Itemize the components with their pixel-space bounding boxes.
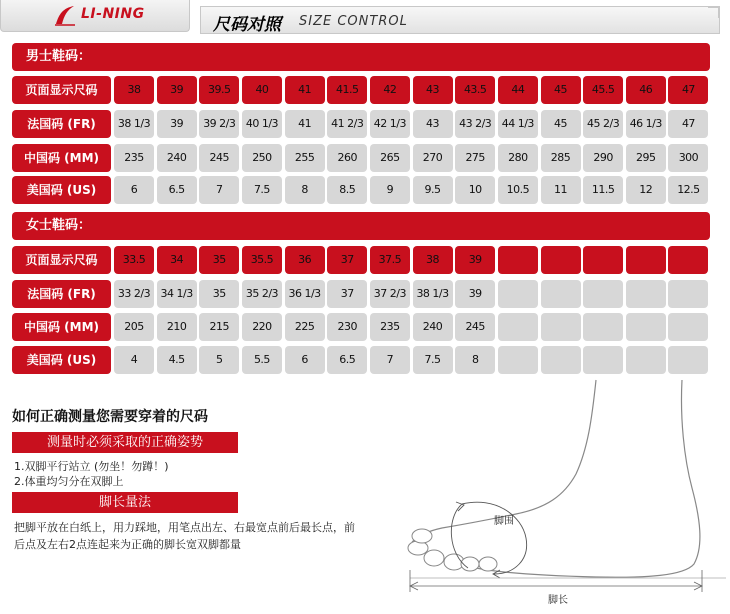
size-row-label: 法国码 (FR) (12, 110, 111, 138)
size-cell: 12 (626, 176, 666, 204)
size-row-label: 法国码 (FR) (12, 280, 111, 308)
size-cell: 43 (413, 76, 453, 104)
size-cell: 11.5 (583, 176, 623, 204)
title-tab (200, 6, 720, 34)
size-row (12, 280, 710, 308)
size-cell: 37 2/3 (370, 280, 410, 308)
instruction-step-2: 2.体重均匀分在双脚上 (14, 475, 124, 488)
size-cell: 39.5 (199, 76, 239, 104)
size-cell: 6 (114, 176, 154, 204)
foot-measurement-illustration (396, 378, 730, 610)
size-cell (498, 246, 538, 274)
size-cell: 255 (285, 144, 325, 172)
size-cell: 35.5 (242, 246, 282, 274)
size-cell: 41 (285, 76, 325, 104)
size-cell: 7.5 (413, 346, 453, 374)
size-cell: 290 (583, 144, 623, 172)
size-cell: 35 2/3 (242, 280, 282, 308)
size-cell: 43 2/3 (455, 110, 495, 138)
size-cell: 40 1/3 (242, 110, 282, 138)
size-cell (626, 313, 666, 341)
size-cell: 39 (157, 76, 197, 104)
brand-logo (0, 0, 190, 32)
size-cell (541, 246, 581, 274)
size-cell (583, 246, 623, 274)
size-cell: 43.5 (455, 76, 495, 104)
size-cell (498, 346, 538, 374)
size-cell: 7 (370, 346, 410, 374)
corner-decoration (708, 6, 720, 18)
size-cell: 40 (242, 76, 282, 104)
method-banner: 脚长量法 (12, 492, 238, 513)
size-cell: 220 (242, 313, 282, 341)
size-cell (668, 346, 708, 374)
size-cell: 34 1/3 (157, 280, 197, 308)
size-cell: 47 (668, 76, 708, 104)
size-cell (498, 280, 538, 308)
size-cell: 12.5 (668, 176, 708, 204)
size-cell: 39 (455, 280, 495, 308)
size-cell: 37 (327, 280, 367, 308)
posture-banner: 测量时必须采取的正确姿势 (12, 432, 238, 453)
size-cell: 260 (327, 144, 367, 172)
size-cell (668, 313, 708, 341)
size-cell (498, 313, 538, 341)
size-cell (668, 246, 708, 274)
size-cell (583, 313, 623, 341)
size-cell: 44 1/3 (498, 110, 538, 138)
size-cell (541, 313, 581, 341)
size-cell: 265 (370, 144, 410, 172)
length-label: 脚长 (548, 595, 568, 606)
size-cell: 44 (498, 76, 538, 104)
size-row (12, 246, 710, 274)
women-section-heading: 女士鞋码： (12, 212, 710, 240)
page-subtitle: SIZE CONTROL (299, 14, 408, 29)
size-cell: 10.5 (498, 176, 538, 204)
size-cell: 4 (114, 346, 154, 374)
page-title: 尺码对照 (213, 15, 281, 35)
size-cell: 285 (541, 144, 581, 172)
size-cell: 250 (242, 144, 282, 172)
size-cell: 6 (285, 346, 325, 374)
size-row (12, 313, 710, 341)
size-cell: 275 (455, 144, 495, 172)
size-cell: 5.5 (242, 346, 282, 374)
size-cell: 215 (199, 313, 239, 341)
size-cell: 6.5 (327, 346, 367, 374)
instruction-step-1: 1.双脚平行站立 (勿坐！勿蹲！) (14, 460, 169, 473)
size-cell: 37.5 (370, 246, 410, 274)
size-cell: 36 1/3 (285, 280, 325, 308)
size-row (12, 176, 710, 204)
size-cell: 245 (199, 144, 239, 172)
size-cell: 34 (157, 246, 197, 274)
method-description: 把脚平放在白纸上，用力踩地，用笔点出左、右最宽点前后最长点，前后点及左右2点连起来为正确的脚长宽双脚都量 (14, 521, 355, 551)
size-cell: 41.5 (327, 76, 367, 104)
size-cell: 4.5 (157, 346, 197, 374)
men-section-heading: 男士鞋码： (12, 43, 710, 71)
size-cell (583, 346, 623, 374)
size-cell: 7 (199, 176, 239, 204)
size-row (12, 346, 710, 374)
size-cell: 45.5 (583, 76, 623, 104)
size-cell: 300 (668, 144, 708, 172)
size-cell: 38 1/3 (114, 110, 154, 138)
li-ning-logo-icon (53, 4, 77, 26)
size-cell: 210 (157, 313, 197, 341)
size-row (12, 110, 710, 138)
brand-name: LI-NING (81, 6, 145, 22)
size-cell: 45 (541, 76, 581, 104)
size-cell: 235 (114, 144, 154, 172)
size-row-label: 页面显示尺码 (12, 246, 111, 274)
size-cell: 46 (626, 76, 666, 104)
size-cell: 295 (626, 144, 666, 172)
size-cell: 43 (413, 110, 453, 138)
instructions-title: 如何正确测量您需要穿着的尺码 (12, 409, 208, 425)
size-cell: 38 1/3 (413, 280, 453, 308)
size-cell: 39 (455, 246, 495, 274)
size-cell: 33 2/3 (114, 280, 154, 308)
size-cell: 46 1/3 (626, 110, 666, 138)
size-cell: 10 (455, 176, 495, 204)
size-cell: 9 (370, 176, 410, 204)
size-cell: 245 (455, 313, 495, 341)
size-cell: 41 2/3 (327, 110, 367, 138)
size-cell: 8 (285, 176, 325, 204)
size-row-label: 页面显示尺码 (12, 76, 111, 104)
size-cell: 38 (114, 76, 154, 104)
size-cell (626, 346, 666, 374)
size-cell: 8 (455, 346, 495, 374)
size-row-label: 美国码 (US) (12, 176, 111, 204)
size-cell: 270 (413, 144, 453, 172)
size-cell (541, 280, 581, 308)
size-cell: 37 (327, 246, 367, 274)
size-row-label: 中国码 (MM) (12, 144, 111, 172)
size-cell: 35 (199, 280, 239, 308)
size-cell (626, 280, 666, 308)
size-cell: 45 (541, 110, 581, 138)
size-cell: 38 (413, 246, 453, 274)
size-cell: 280 (498, 144, 538, 172)
size-cell (668, 280, 708, 308)
size-cell: 225 (285, 313, 325, 341)
size-cell: 240 (157, 144, 197, 172)
size-cell: 42 (370, 76, 410, 104)
size-row (12, 76, 710, 104)
size-cell: 7.5 (242, 176, 282, 204)
size-cell: 39 (157, 110, 197, 138)
circumference-label: 脚围 (494, 516, 514, 527)
size-cell: 47 (668, 110, 708, 138)
size-cell: 235 (370, 313, 410, 341)
size-cell (583, 280, 623, 308)
size-row-label: 中国码 (MM) (12, 313, 111, 341)
size-cell: 240 (413, 313, 453, 341)
size-cell: 33.5 (114, 246, 154, 274)
size-cell: 230 (327, 313, 367, 341)
size-cell (626, 246, 666, 274)
size-cell: 42 1/3 (370, 110, 410, 138)
size-row (12, 144, 710, 172)
size-cell: 41 (285, 110, 325, 138)
page-header (0, 0, 730, 40)
size-cell: 9.5 (413, 176, 453, 204)
size-cell: 5 (199, 346, 239, 374)
size-row-label: 美国码 (US) (12, 346, 111, 374)
size-cell: 8.5 (327, 176, 367, 204)
size-cell: 39 2/3 (199, 110, 239, 138)
size-cell: 35 (199, 246, 239, 274)
size-cell: 6.5 (157, 176, 197, 204)
size-cell: 36 (285, 246, 325, 274)
foot-icon (396, 378, 730, 610)
size-cell (541, 346, 581, 374)
size-cell: 45 2/3 (583, 110, 623, 138)
size-cell: 11 (541, 176, 581, 204)
size-cell: 205 (114, 313, 154, 341)
